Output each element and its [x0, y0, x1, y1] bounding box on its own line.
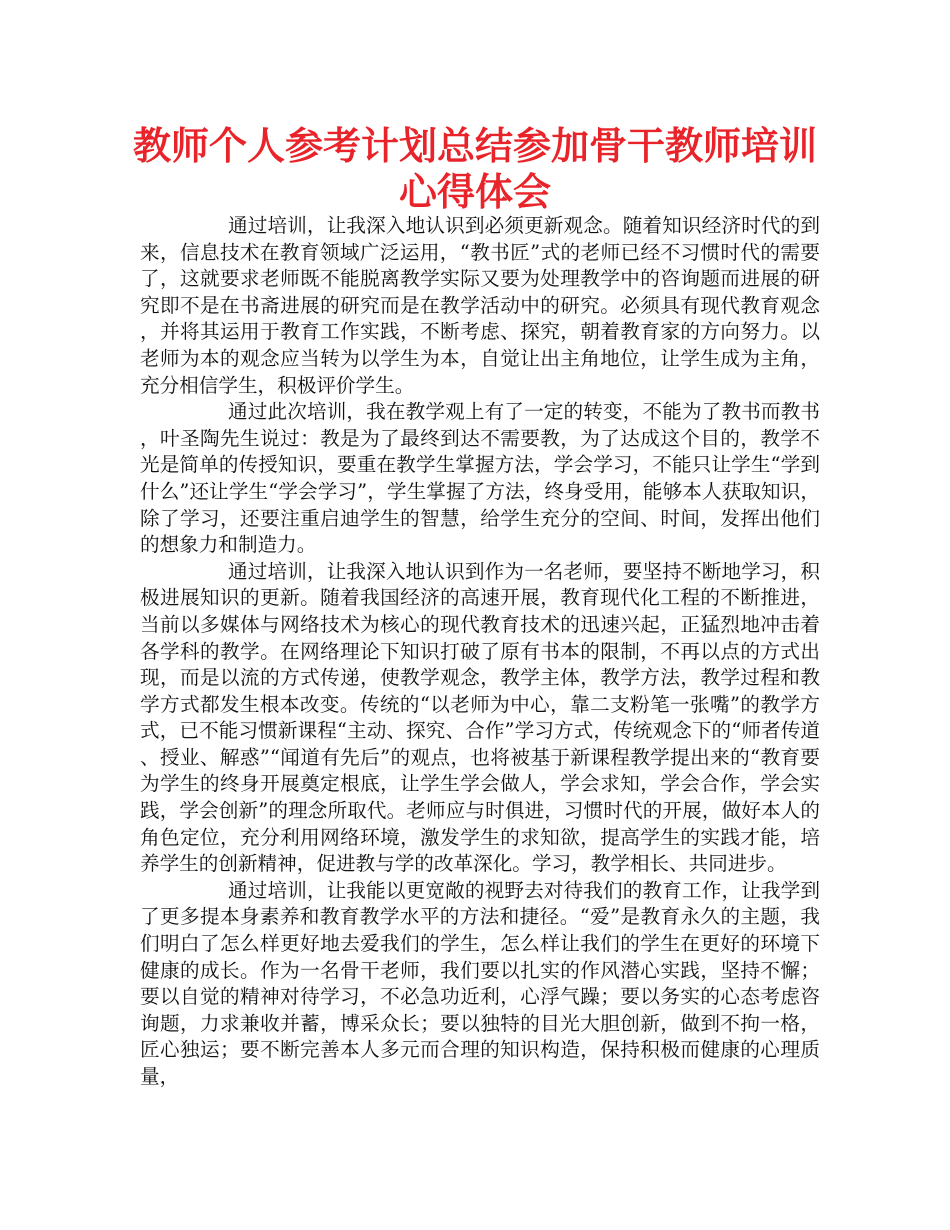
body-paragraph: 通过培训，让我深入地认识到作为一名老师，要坚持不断地学习，积极进展知识的更新。随着我国经济的高速开展，教育现代化工程的不断推进，当前以多媒体与网络技术为核心的现代教育技术的迅速兴起，正猛烈地冲击着各学科的教学。在网络理论下知识打破了原有书本的限制，不再以点的方式出现，而是以流的方式传递，使教学观念，教学主体，教学方法，教学过程和教学方式都发生根本改变。传统的“以老师为中心，靠二支粉笔一张嘴”的教学方式，已不能习惯新课程“主动、探究、合作”学习方式，传统观念下的“师者传道、授业、解惑”“闻道有先后”的观点，也将被基于新课程教学提出来的“教育要为学生的终身开展奠定根底，让学生学会做人，学会求知，学会合作，学会实践，学会创新”的理念所取代。老师应与时俱进，习惯时代的开展，做好本人的角色定位，充分利用网络环境，激发学生的求知欲，提高学生的实践才能，培养学生的创新精神，促进教与学的改革深化。学习，教学相长、共同进步。 [140, 559, 820, 876]
document-body [140, 213, 820, 1091]
body-paragraph: 通过培训，让我能以更宽敞的视野去对待我们的教育工作，让我学到了更多提本身素养和教育教学水平的方法和捷径。“爱”是教育永久的主题，我们明白了怎么样更好地去爱我们的学生，怎么样让我们的学生在更好的环境下健康的成长。作为一名骨干老师，我们要以扎实的作风潜心实践，坚持不懈；要以自觉的精神对待学习，不必急功近利，心浮气躁；要以务实的心态考虑咨询题，力求兼收并蓄，博采众长；要以独特的目光大胆创新，做到不拘一格，匠心独运；要不断完善本人多元而合理的知识构造，保持积极而健康的心理质量， [140, 878, 820, 1088]
document-title: 教师个人参考计划总结参加骨干教师培训心得体会 [132, 124, 817, 214]
body-paragraph: 通过培训，让我深入地认识到必须更新观念。随着知识经济时代的到来，信息技术在教育领域广泛运用，“教书匠”式的老师已经不习惯时代的需要了，这就要求老师既不能脱离教学实际又要为处理教学中的咨询题而进展的研究即不是在书斋进展的研究而是在教学活动中的研究。必须具有现代教育观念，并将其运用于教育工作实践，不断考虑、探究，朝着教育家的方向努力。以老师为本的观念应当转为以学生为本，自觉让出主角地位，让学生成为主角，充分相信学生，积极评价学生。 [140, 214, 820, 397]
body-paragraph: 通过此次培训，我在教学观上有了一定的转变，不能为了教书而教书，叶圣陶先生说过：教是为了最终到达不需要教，为了达成这个目的，教学不光是简单的传授知识，要重在教学生掌握方法，学会学习，不能只让学生“学到什么”还让学生“学会学习”，学生掌握了方法，终身受用，能够本人获取知识，除了学习，还要注重启迪学生的智慧，给学生充分的空间、时间，发挥出他们的想象力和制造力。 [140, 400, 820, 557]
